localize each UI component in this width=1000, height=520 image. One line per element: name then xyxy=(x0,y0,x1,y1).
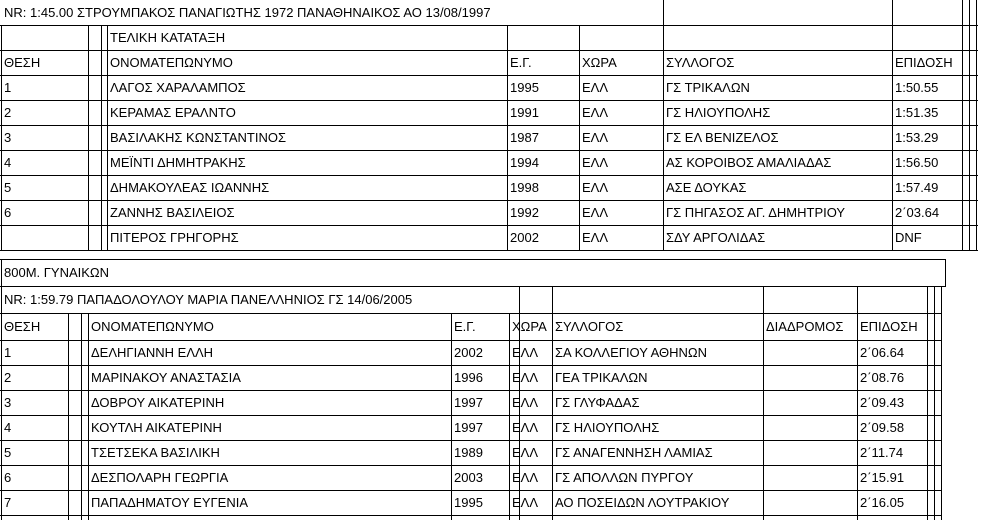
col-header-birth-year: Ε.Γ. xyxy=(510,55,532,70)
position-cell: 5 xyxy=(4,180,12,195)
club-cell: ΓΣ ΗΛΙΟΥΠΟΛΗΣ xyxy=(666,105,771,120)
club-cell: ΓΣ ΑΝΑΓΕΝΝΗΣΗ ΛΑΜΙΑΣ xyxy=(555,445,713,460)
club-cell: ΓΣ ΠΗΓΑΣΟΣ ΑΓ. ΔΗΜΗΤΡΙΟΥ xyxy=(666,205,846,220)
col-header-position: ΘΕΣΗ xyxy=(4,319,41,334)
position-cell: 6 xyxy=(4,205,12,220)
club-cell: ΣΑ ΚΟΛΛΕΓΙΟΥ ΑΘΗΝΩΝ xyxy=(555,345,707,360)
club-cell: ΣΔΥ ΑΡΓΟΛΙΔΑΣ xyxy=(666,230,766,245)
birth-year-cell: 2002 xyxy=(510,230,539,245)
col-header-club: ΣΥΛΛΟΓΟΣ xyxy=(555,319,624,334)
lane-cell xyxy=(764,466,857,490)
position-cell xyxy=(2,226,88,250)
birth-year-cell: 1989 xyxy=(454,445,483,460)
position-cell: 3 xyxy=(4,130,12,145)
birth-year-cell: 1997 xyxy=(454,395,483,410)
result-cell: DNF xyxy=(895,230,922,245)
position-cell: 5 xyxy=(4,445,12,460)
athlete-name-cell: ΔΟΒΡΟΥ ΑΙΚΑΤΕΡΙΝΗ xyxy=(91,395,225,410)
country-cell: ΕΛΛ xyxy=(512,420,539,435)
lane-cell xyxy=(764,366,857,390)
position-cell: 1 xyxy=(4,80,12,95)
result-cell: 2΄15.91 xyxy=(860,470,905,485)
birth-year-cell: 1998 xyxy=(510,180,539,195)
birth-year-cell: 1994 xyxy=(510,155,539,170)
athlete-name-cell: ΚΕΡΑΜΑΣ ΕΡΑΛΝΤΟ xyxy=(110,105,236,120)
country-cell: ΕΛΛ xyxy=(582,205,609,220)
club-cell: ΑΣ ΚΟΡΟΙΒΟΣ ΑΜΑΛΙΑΔΑΣ xyxy=(666,155,832,170)
birth-year-cell: 1996 xyxy=(454,370,483,385)
result-cell: 1:50.55 xyxy=(895,80,939,95)
birth-year-cell: 1991 xyxy=(510,105,539,120)
athlete-name-cell: ΚΟΥΤΛΗ ΑΙΚΑΤΕΡΙΝΗ xyxy=(91,420,222,435)
result-cell: 2΄03.64 xyxy=(895,205,940,220)
athlete-name-cell: ΛΑΓΟΣ ΧΑΡΑΛΑΜΠΟΣ xyxy=(110,80,246,95)
position-cell: 2 xyxy=(4,105,12,120)
athlete-name-cell: ΔΗΜΑΚΟΥΛΕΑΣ ΙΩΑΝΝΗΣ xyxy=(110,180,270,195)
result-cell: 1:53.29 xyxy=(895,130,939,145)
col-header-result: ΕΠΙΔΟΣΗ xyxy=(895,55,953,70)
lane-cell xyxy=(764,391,857,415)
birth-year-cell: 1997 xyxy=(454,420,483,435)
col-header-name: ΟΝΟΜΑΤΕΠΩΝΥΜΟ xyxy=(110,55,233,70)
club-cell: ΓΣ ΤΡΙΚΑΛΩΝ xyxy=(666,80,750,95)
col-header-club: ΣΥΛΛΟΓΟΣ xyxy=(666,55,735,70)
lane-cell xyxy=(764,441,857,465)
col-header-country: ΧΩΡΑ xyxy=(512,319,547,334)
country-cell: ΕΛΛ xyxy=(512,370,539,385)
birth-year-cell: 2002 xyxy=(454,345,483,360)
col-header-name: ΟΝΟΜΑΤΕΠΩΝΥΜΟ xyxy=(91,319,214,334)
country-cell: ΕΛΛ xyxy=(512,345,539,360)
country-cell: ΕΛΛ xyxy=(582,80,609,95)
lane-cell xyxy=(764,491,857,515)
birth-year-cell: 1995 xyxy=(454,495,483,510)
athlete-name-cell: ΔΕΛΗΓΙΑΝΝΗ ΕΛΛΗ xyxy=(91,345,214,360)
result-cell: 2΄09.58 xyxy=(860,420,905,435)
club-cell: ΓΣ ΓΛΥΦΑΔΑΣ xyxy=(555,395,640,410)
athlete-name-cell: ΜΑΡΙΝΑΚΟΥ ΑΝΑΣΤΑΣΙΑ xyxy=(91,370,241,385)
position-cell: 4 xyxy=(4,155,12,170)
club-cell: ΓΕΑ ΤΡΙΚΑΛΩΝ xyxy=(555,370,648,385)
result-cell: 2΄16.05 xyxy=(860,495,905,510)
result-cell: 2΄06.64 xyxy=(860,345,905,360)
country-cell: ΕΛΛ xyxy=(582,130,609,145)
result-cell: 1:57.49 xyxy=(895,180,939,195)
position-cell: 6 xyxy=(4,470,12,485)
position-cell: 1 xyxy=(4,345,12,360)
result-cell: 2΄11.74 xyxy=(860,445,904,460)
birth-year-cell: 2003 xyxy=(454,470,483,485)
athlete-name-cell: ΠΙΤΕΡΟΣ ΓΡΗΓΟΡΗΣ xyxy=(110,230,239,245)
club-cell: ΑΣΕ ΔΟΥΚΑΣ xyxy=(666,180,747,195)
athlete-name-cell: ΜΕΪΝΤΙ ΔΗΜΗΤΡΑΚΗΣ xyxy=(110,155,246,170)
result-cell: 1:51.35 xyxy=(895,105,939,120)
result-cell: 2΄09.43 xyxy=(860,395,905,410)
record-line: NR: 1:45.00 ΣΤΡΟΥΜΠΑΚΟΣ ΠΑΝΑΓΙΩΤΗΣ 1972 ΠΑΝΑΘΗΝΑΙΚΟΣ ΑΟ 13/08/1997 xyxy=(4,5,491,20)
section-label: ΤΕΛΙΚΗ ΚΑΤΑΤΑΞΗ xyxy=(110,30,226,45)
club-cell: ΑΟ ΠΟΣΕΙΔΩΝ ΛΟΥΤΡΑΚΙΟΥ xyxy=(555,495,730,510)
col-header-country: ΧΩΡΑ xyxy=(582,55,617,70)
position-cell: 2 xyxy=(4,370,12,385)
club-cell: ΓΣ ΗΛΙΟΥΠΟΛΗΣ xyxy=(555,420,660,435)
birth-year-cell: 1992 xyxy=(510,205,539,220)
athlete-name-cell: ΠΑΠΑΔΗΜΑΤΟΥ ΕΥΓΕΝΙΑ xyxy=(91,495,249,510)
position-cell: 4 xyxy=(4,420,12,435)
country-cell: ΕΛΛ xyxy=(582,230,609,245)
lane-cell xyxy=(764,416,857,440)
athlete-name-cell: ΖΑΝΝΗΣ ΒΑΣΙΛΕΙΟΣ xyxy=(110,205,235,220)
club-cell: ΓΣ ΑΠΟΛΛΩΝ ΠΥΡΓΟΥ xyxy=(555,470,694,485)
country-cell: ΕΛΛ xyxy=(582,180,609,195)
athlete-name-cell: ΤΣΕΤΣΕΚΑ ΒΑΣΙΛΙΚΗ xyxy=(91,445,220,460)
birth-year-cell: 1995 xyxy=(510,80,539,95)
record-line: NR: 1:59.79 ΠΑΠΑΔΟΛΟΥΛΟΥ ΜΑΡΙΑ ΠΑΝΕΛΛΗΝΙΟΣ ΓΣ 14/06/2005 xyxy=(4,292,413,307)
col-header-position: ΘΕΣΗ xyxy=(4,55,41,70)
athlete-name-cell: ΔΕΣΠΟΛΑΡΗ ΓΕΩΡΓΙΑ xyxy=(91,470,229,485)
club-cell: ΓΣ ΕΛ ΒΕΝΙΖΕΛΟΣ xyxy=(666,130,779,145)
athlete-name-cell: ΒΑΣΙΛΑΚΗΣ ΚΩΝΣΤΑΝΤΙΝΟΣ xyxy=(110,130,286,145)
country-cell: ΕΛΛ xyxy=(512,395,539,410)
position-cell: 3 xyxy=(4,395,12,410)
col-header-result: ΕΠΙΔΟΣΗ xyxy=(860,319,918,334)
country-cell: ΕΛΛ xyxy=(512,495,539,510)
country-cell: ΕΛΛ xyxy=(512,445,539,460)
country-cell: ΕΛΛ xyxy=(582,105,609,120)
result-cell: 2΄08.76 xyxy=(860,370,905,385)
position-cell: 7 xyxy=(4,495,12,510)
country-cell: ΕΛΛ xyxy=(582,155,609,170)
birth-year-cell: 1987 xyxy=(510,130,539,145)
result-cell: 1:56.50 xyxy=(895,155,939,170)
lane-cell xyxy=(764,341,857,365)
event-title: 800Μ. ΓΥΝΑΙΚΩΝ xyxy=(4,265,110,280)
col-header-lane: ΔΙΑΔΡΟΜΟΣ xyxy=(766,319,844,334)
country-cell: ΕΛΛ xyxy=(512,470,539,485)
col-header-birth-year: Ε.Γ. xyxy=(454,319,476,334)
